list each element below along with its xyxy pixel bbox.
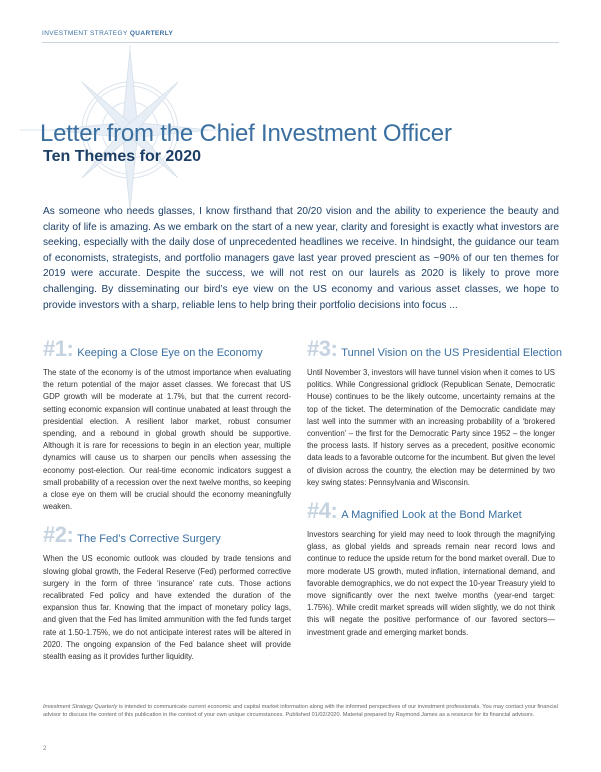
header-emphasis: QUARTERLY xyxy=(129,30,174,37)
right-column xyxy=(307,336,563,648)
page-header xyxy=(42,30,173,37)
header-rule xyxy=(42,42,559,43)
section-title: The Fed’s Corrective Surgery xyxy=(77,533,221,546)
disclaimer-footer xyxy=(43,703,559,719)
page-title: Letter from the Chief Investment Officer xyxy=(40,120,452,147)
header-prefix: INVESTMENT STRATEGY xyxy=(42,30,130,37)
section-number: #2: xyxy=(43,522,74,548)
section-number: #4: xyxy=(307,498,338,524)
section-heading xyxy=(307,336,563,362)
section-body: Until November 3, investors will have tunnel vision when it comes to US politics. While Congressional gridlock (Republican Senate, Democratic House) continues to be the likely outcome, uncertainty remains at the top of the ticket. The determination of the Democratic candidate may last well into the summer with an increasing probability of a ‘brokered convention’ – the first for the Democratic Party since 1952 – the longer the process lasts. If history serves as a precedent, positive economic data leads to a favorable outcome for the incumbent. But given the level of division across the country, the election may be determined by two key swing states: Pennsylvania and Wisconsin. xyxy=(307,368,555,487)
theme-section-4 xyxy=(307,498,555,639)
section-number: #1: xyxy=(43,336,74,361)
section-title: Keeping a Close Eye on the Economy xyxy=(77,347,263,359)
section-number: #3: xyxy=(307,336,338,361)
page-number: 2 xyxy=(43,746,47,752)
section-title: Tunnel Vision on the US Presidential Election xyxy=(341,347,563,359)
section-title: A Magnified Look at the Bond Market xyxy=(341,509,522,522)
left-column xyxy=(43,336,291,672)
section-heading xyxy=(307,498,555,524)
section-body: When the US economic outlook was clouded by trade tensions and slowing global growth, the Federal Reserve (Fed) performed corrective surgery in the form of three ‘insurance’ rate cuts. Those actions recalibrated Fed policy and have extended the duration of the expansion thus far. Knowing that the impact of monetary policy lags, and given that the Fed has limited ammunition with the fed funds target rate at 1.50-1.75%, we do not anticipate interest rates will be altered in 2020. The ongoing expansion of the Fed balance sheet will provide stealth easing as it provides further liquidity. xyxy=(43,554,291,662)
theme-section-3 xyxy=(307,336,563,489)
section-heading xyxy=(43,336,291,362)
disclaimer-text: is intended to communicate current economic and capital market information along with the informed perspectives of our investment professionals. You may contact your financial advisor to discuss the content of this publication in the context of your own unique circumstances. Published 01/02/2020. Material prepared by Raymond James as a resource for its financial advisors. xyxy=(43,704,558,719)
theme-section-1 xyxy=(43,336,291,513)
section-body: Investors searching for yield may need to look through the magnifying glass, as global yields and spreads remain near record lows and continue to reduce the upside return for the bond market overall. Due to more moderate US growth, muted inflation, international demand, and favorable demographics, we do not expect the 10-year Treasury yield to move significantly over the next twelve months (year-end target: 1.75%). While credit market spreads will widen slightly, we do not think this will negate the positive performance of our favored sectors—investment grade and emerging market bonds. xyxy=(307,530,555,637)
theme-section-2 xyxy=(43,522,291,663)
intro-paragraph: As someone who needs glasses, I know firsthand that 20/20 vision and the ability to experience the beauty and clarity of life is amazing. As we embark on the start of a new year, clarity and foresight is exactly what investors are seeking, especially with the daily dose of unprecedented headlines we receive. In hindsight, the guidance our team of economists, strategists, and portfolio managers gave last year proved prescient as ~90% of our ten themes for 2019 were accurate. Despite the success, we will not rest on our laurels as 2020 is likely to prove more challenging. By disseminating our bird’s eye view on the US economy and various asset classes, we hope to provide investors with a sharp, reliable lens to help bring their portfolio decisions into focus ... xyxy=(43,206,559,311)
publication-name: Investment Strategy Quarterly xyxy=(43,704,118,710)
section-heading xyxy=(43,522,291,548)
page-subtitle: Ten Themes for 2020 xyxy=(43,148,201,165)
section-body: The state of the economy is of the utmost importance when evaluating the return potential of the major asset classes. We forecast that US GDP growth will be moderate at 1.7%, but that the current record-setting economic expansion will continue unabated at least through the presidential election. A resilient labor market, robust consumer spending, and a rebound in global growth should be supportive. Although it is rare for recessions to begin in an election year, multiple dynamics will cause us to sharpen our pencils when assessing the economy post-election. Our real-time economic indicators suggest a small probability of a recession over the next twelve months, so keeping a close eye on them will be crucial should the economy meaningfully weaken. xyxy=(43,368,291,512)
